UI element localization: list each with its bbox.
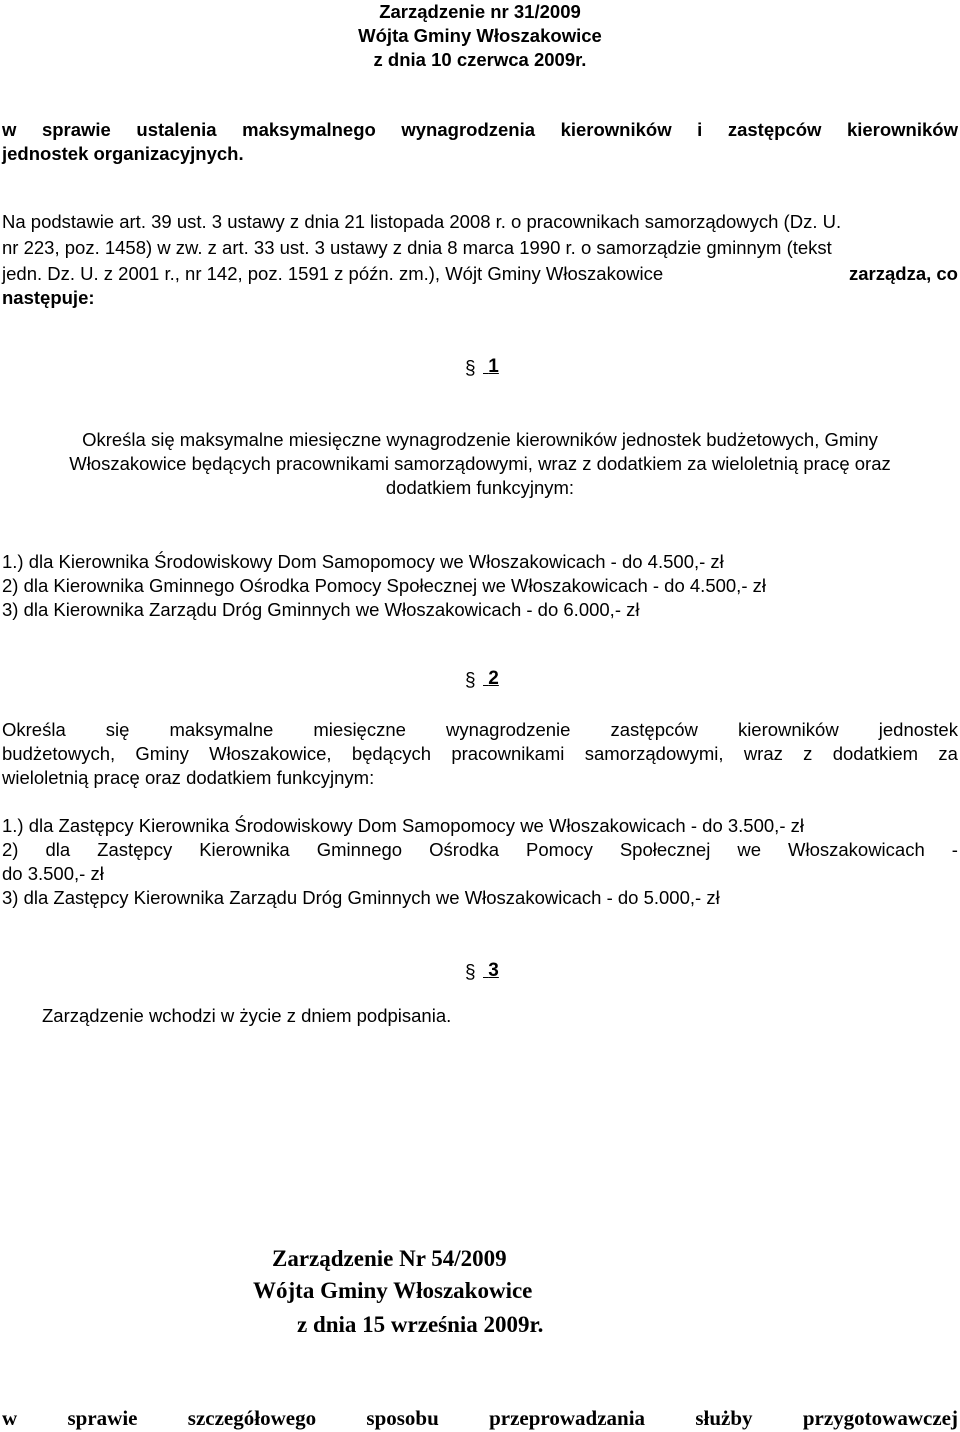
second-doc-subject-word: w — [2, 1406, 18, 1430]
section-2-intro-word: za — [938, 743, 958, 764]
section-2-item-2-word: Społecznej — [619, 839, 711, 860]
section-2-intro-word: Gminy — [135, 743, 189, 764]
section-2-intro-word: wraz — [743, 743, 783, 764]
second-doc-title: Zarządzenie Nr 54/2009 — [272, 1246, 507, 1271]
section-2-item-2-word: Kierownika — [199, 839, 290, 860]
paragraph-sign-icon — [465, 962, 483, 980]
section-2-intro-word: samorządowymi, — [584, 743, 724, 764]
subject-word: kierowników — [846, 119, 958, 140]
subject-word: maksymalnego — [242, 119, 376, 140]
subject-word: kierowników — [560, 119, 672, 140]
paragraph-sign-icon — [465, 670, 483, 688]
section-1-item-2: 2) dla Kierownika Gminnego Ośrodka Pomocy Społecznej we Włoszakowicach - do 4.500,- zł — [2, 575, 766, 596]
basis-line-3-text: jedn. Dz. U. z 2001 r., nr 142, poz. 1591 z późn. zm.), Wójt Gminy Włoszakowice — [2, 263, 664, 284]
section-3-number: 3 — [488, 960, 499, 981]
section-2-item-2-word: Pomocy — [526, 839, 593, 860]
section-1-item-3: 3) dla Kierownika Zarządu Dróg Gminnych we Włoszakowicach - do 6.000,- zł — [2, 599, 640, 620]
section-2-item-2-word: we — [737, 839, 761, 860]
section-1-intro-line-3: dodatkiem funkcyjnym: — [385, 477, 575, 498]
subject-word: zastępców — [727, 119, 822, 140]
subject-line-2: jednostek organizacyjnych. — [2, 143, 244, 164]
section-2-item-2-word: dla — [45, 839, 71, 860]
subject-word: wynagrodzenia — [401, 119, 536, 140]
second-doc-date: z dnia 15 września 2009r. — [297, 1312, 544, 1337]
title-line-issuer: Wójta Gminy Włoszakowice — [358, 25, 602, 46]
second-doc-subject-word: sprawie — [67, 1406, 138, 1430]
second-doc-issuer: Wójta Gminy Włoszakowice — [253, 1278, 533, 1303]
title-line-date: z dnia 10 czerwca 2009r. — [373, 49, 587, 70]
basis-line-3 — [2, 262, 958, 286]
section-2-item-2-word: Zastępcy — [97, 839, 173, 860]
section-2-intro-word: miesięczne — [313, 719, 406, 740]
section-3-heading — [465, 960, 499, 982]
section-2-item-2 — [2, 838, 958, 862]
subject-word: i — [697, 119, 703, 140]
basis-line-3-bold: zarządza, co — [849, 263, 958, 284]
section-1-intro-line-2: Włoszakowice będących pracownikami samorządowymi, wraz z dodatkiem za wieloletnią pracę oraz — [69, 453, 891, 474]
section-2-intro-line-1 — [2, 718, 958, 742]
paragraph-sign-icon — [465, 358, 483, 376]
section-2-intro-word: Włoszakowice, — [209, 743, 332, 764]
basis-line-2: nr 223, poz. 1458) w zw. z art. 33 ust. 3 ustawy z dnia 8 marca 1990 r. o samorządzie gminnym (tekst — [2, 237, 832, 258]
section-2-intro-word: maksymalne — [169, 719, 274, 740]
second-doc-subject — [2, 1404, 958, 1432]
subject-word: sprawie — [41, 119, 111, 140]
section-1-intro — [0, 428, 960, 500]
section-2-intro-word: budżetowych, — [2, 743, 116, 764]
section-1-number: 1 — [488, 356, 499, 377]
section-2-intro-word: z — [803, 743, 813, 764]
section-2-item-2-word: 2) — [2, 839, 19, 860]
section-2-intro-word: dodatkiem — [832, 743, 919, 764]
section-1-item-1: 1.) dla Kierownika Środowiskowy Dom Samopomocy we Włoszakowicach - do 4.500,- zł — [2, 551, 724, 572]
section-2-item-1: 1.) dla Zastępcy Kierownika Środowiskowy Dom Samopomocy we Włoszakowicach - do 3.500,- zł — [2, 815, 804, 836]
section-1-intro-line-1: Określa się maksymalne miesięczne wynagrodzenie kierowników jednostek budżetowych, Gminy — [82, 429, 878, 450]
section-2-intro-word: zastępców — [610, 719, 698, 740]
section-2-item-3: 3) dla Zastępcy Kierownika Zarządu Dróg Gminnych we Włoszakowicach - do 5.000,- zł — [2, 887, 720, 908]
section-2-number: 2 — [488, 668, 499, 689]
title-line-number: Zarządzenie nr 31/2009 — [379, 1, 581, 22]
subject-line-1 — [2, 118, 958, 142]
section-2-item-2-word: Ośrodka — [429, 839, 499, 860]
section-2-intro-word: pracownikami — [451, 743, 565, 764]
section-2-item-2-word: Włoszakowicach — [788, 839, 925, 860]
section-2-heading — [465, 668, 499, 690]
section-2-item-2-continuation: do 3.500,- zł — [2, 863, 104, 884]
section-2-intro-word: Określa — [2, 719, 66, 740]
second-doc-subject-word: przeprowadzania — [489, 1406, 646, 1430]
second-doc-subject-word: sposobu — [366, 1406, 439, 1430]
section-2-intro-line-2 — [2, 742, 958, 766]
basis-line-4: następuje: — [2, 287, 95, 308]
section-2-intro-word: się — [105, 719, 130, 740]
second-doc-subject-word: przygotowawczej — [802, 1406, 958, 1430]
section-2-intro-line-3: wieloletnią pracę oraz dodatkiem funkcyjnym: — [2, 767, 375, 788]
document-title — [0, 0, 960, 72]
section-2-intro-word: kierowników — [737, 719, 839, 740]
section-2-item-2-word: - — [951, 839, 958, 860]
basis-line-1: Na podstawie art. 39 ust. 3 ustawy z dnia 21 listopada 2008 r. o pracownikach samorządowych (Dz. U. — [2, 211, 842, 232]
section-2-intro-word: wynagrodzenie — [445, 719, 571, 740]
subject-word: ustalenia — [136, 119, 217, 140]
section-1-heading — [465, 356, 499, 378]
section-2-intro-word: jednostek — [878, 719, 958, 740]
section-2-intro-word: będących — [351, 743, 432, 764]
second-doc-subject-word: służby — [695, 1406, 753, 1430]
section-3-text: Zarządzenie wchodzi w życie z dniem podpisania. — [42, 1005, 452, 1026]
subject-word: w — [2, 119, 17, 140]
second-doc-subject-word: szczegółowego — [187, 1406, 317, 1430]
section-2-item-2-word: Gminnego — [316, 839, 403, 860]
